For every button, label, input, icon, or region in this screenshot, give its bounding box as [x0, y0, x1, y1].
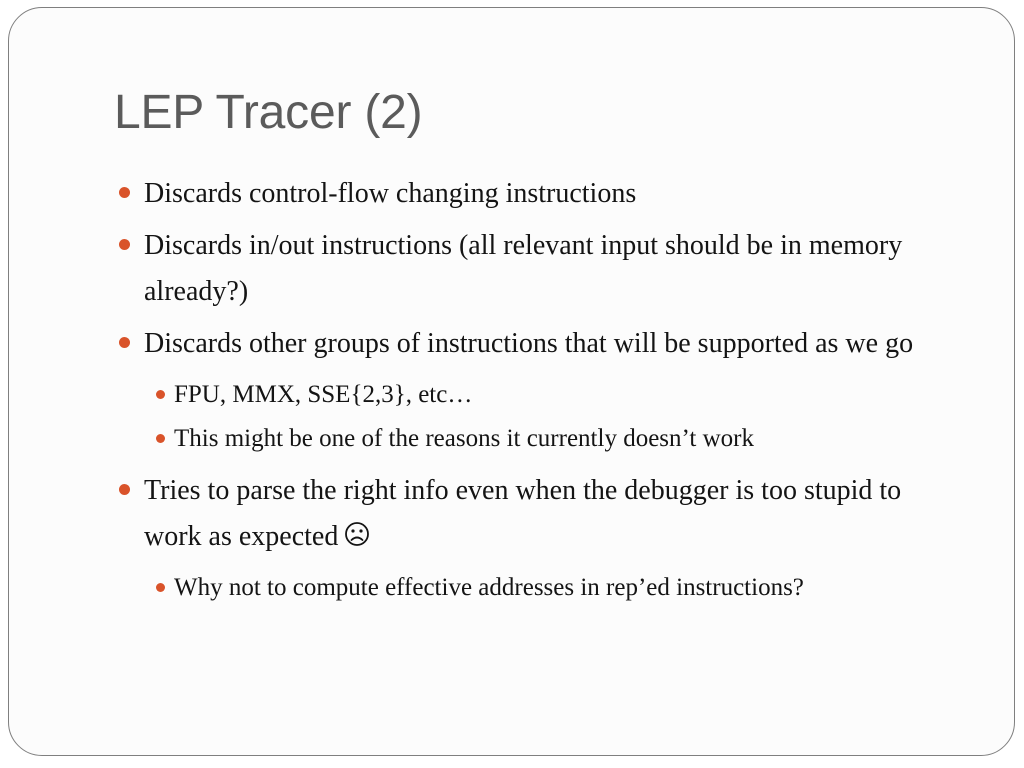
- bullet-text: Tries to parse the right info even when the debugger is too stupid to work as expected: [144, 475, 902, 552]
- bullet-list: [115, 171, 965, 610]
- bullet-text: Discards in/out instructions (all relevant input should be in memory already?): [144, 230, 903, 307]
- sub-bullet-item: [115, 373, 965, 416]
- slide-title: LEP Tracer (2): [114, 86, 423, 139]
- sub-bullet-text: This might be one of the reasons it currently doesn’t work: [174, 425, 754, 452]
- bullet-dot-icon: [119, 484, 130, 495]
- slide: [8, 7, 1015, 756]
- bullet-item: [115, 321, 965, 367]
- bullet-dot-icon: [119, 187, 130, 198]
- bullet-item: [115, 468, 965, 560]
- bullet-item: [115, 223, 965, 315]
- sub-bullet-item: [115, 417, 965, 460]
- bullet-dot-icon: [156, 434, 165, 443]
- bullet-dot-icon: [156, 583, 165, 592]
- sub-bullet-text: Why not to compute effective addresses in rep’ed instructions?: [174, 574, 804, 601]
- bullet-dot-icon: [156, 390, 165, 399]
- bullet-dot-icon: [119, 239, 130, 250]
- bullet-text: Discards other groups of instructions that will be supported as we go: [144, 328, 914, 359]
- sub-bullet-item: [115, 566, 965, 609]
- sub-bullet-text: FPU, MMX, SSE{2,3}, etc…: [174, 381, 473, 408]
- bullet-item: [115, 171, 965, 217]
- bullet-dot-icon: [119, 337, 130, 348]
- bullet-text: Discards control-flow changing instructions: [144, 178, 637, 209]
- frown-face-icon: [344, 521, 370, 547]
